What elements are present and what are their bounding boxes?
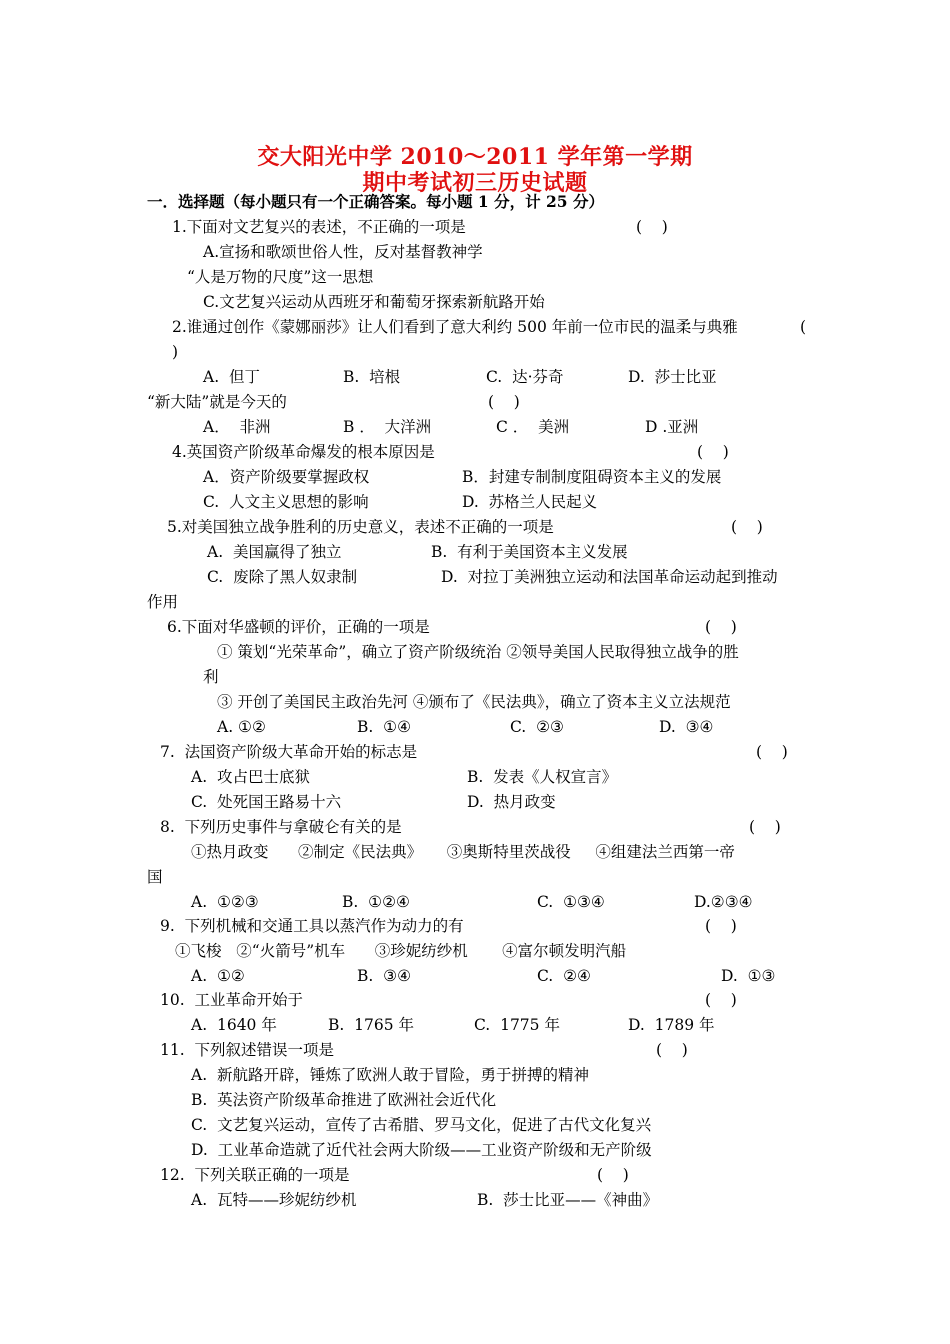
question-3-option-a: A． 非洲 — [203, 418, 271, 436]
question-1-option-a: A.宣扬和歌颂世俗人性，反对基督教神学 — [203, 243, 483, 261]
question-7-option-a: A. 攻占巴士底狱 — [191, 768, 310, 786]
question-8-stem: 8. 下列历史事件与拿破仑有关的是 — [160, 818, 402, 836]
question-6-item-1-continued: 利 — [203, 668, 219, 686]
question-8-option-b: B. ①②④ — [342, 893, 410, 911]
question-9-stem: 9. 下列机械和交通工具以蒸汽作为动力的有 — [160, 917, 464, 935]
question-6-option-b: B. ①④ — [357, 718, 411, 736]
question-2-stem: 2.谁通过创作《蒙娜丽莎》让人们看到了意大利约 500 年前一位市民的温柔与典雅 — [172, 318, 738, 336]
question-2-option-b: B. 培根 — [343, 368, 401, 386]
question-6-stem: 6.下面对华盛顿的评价，正确的一项是 — [167, 618, 430, 636]
question-7-stem: 7. 法国资产阶级大革命开始的标志是 — [160, 743, 418, 761]
question-6-item-1: ① 策划“光荣革命”，确立了资产阶级统治 ②领导美国人民取得独立战争的胜 — [217, 643, 739, 661]
question-10-answer-blank: ( ) — [705, 991, 737, 1009]
question-10-option-b: B. 1765 年 — [328, 1016, 415, 1034]
question-10-option-d: D. 1789 年 — [628, 1016, 715, 1034]
question-4-option-d: D. 苏格兰人民起义 — [462, 493, 598, 511]
question-10-option-a: A. 1640 年 — [191, 1016, 277, 1034]
question-9-option-a: A. ①② — [191, 967, 245, 985]
question-5-stem: 5.对美国独立战争胜利的历史意义，表述不正确的一项是 — [167, 518, 554, 536]
question-7-option-c: C. 处死国王路易十六 — [191, 793, 342, 811]
question-9-option-b: B. ③④ — [357, 967, 411, 985]
question-1-answer-blank: ( ) — [636, 218, 668, 236]
question-10-option-c: C. 1775 年 — [474, 1016, 560, 1034]
question-5-option-d-continued: 作用 — [147, 593, 179, 611]
question-3-option-c: C ． 美洲 — [496, 418, 570, 436]
question-7-option-b: B. 发表《人权宣言》 — [467, 768, 618, 786]
question-2-option-c: C. 达·芬奇 — [486, 368, 564, 386]
question-5-option-c: C. 废除了黑人奴隶制 — [207, 568, 358, 586]
question-5-option-b: B. 有利于美国资本主义发展 — [431, 543, 628, 561]
question-11-option-d: D. 工业革命造就了近代社会两大阶级——工业资产阶级和无产阶级 — [191, 1141, 652, 1159]
question-5-option-d: D. 对拉丁美洲独立运动和法国革命运动起到推动 — [441, 568, 778, 586]
question-12-stem: 12. 下列关联正确的一项是 — [160, 1166, 350, 1184]
question-5-option-a: A. 美国赢得了独立 — [207, 543, 342, 561]
question-7-answer-blank: ( ) — [756, 743, 788, 761]
question-3-option-b: B ． 大洋洲 — [343, 418, 432, 436]
question-3-option-d: D .亚洲 — [645, 418, 699, 436]
question-8-items: ①热月政变 ②制定《民法典》 ③奥斯特里茨战役 ④组建法兰西第一帝 — [191, 843, 735, 861]
question-9-answer-blank: ( ) — [705, 917, 737, 935]
question-11-option-a: A. 新航路开辟，锤炼了欧洲人敢于冒险，勇于拼搏的精神 — [191, 1066, 589, 1084]
question-5-answer-blank: ( ) — [731, 518, 763, 536]
question-11-option-c: C. 文艺复兴运动，宣传了古希腊、罗马文化，促进了古代文化复兴 — [191, 1116, 652, 1134]
question-8-items-continued: 国 — [147, 868, 163, 886]
question-1-option-c: C.文艺复兴运动从西班牙和葡萄牙探索新航路开始 — [203, 293, 545, 311]
question-11-option-b: B. 英法资产阶级革命推进了欧洲社会近代化 — [191, 1091, 497, 1109]
question-6-option-d: D. ③④ — [659, 718, 714, 736]
question-11-answer-blank: ( ) — [656, 1041, 688, 1059]
question-2-paren-open: ( — [800, 318, 807, 336]
question-9-items: ①飞梭 ②“火箭号”机车 ③珍妮纺纱机 ④富尔顿发明汽船 — [175, 942, 627, 960]
question-4-option-c: C. 人文主义思想的影响 — [203, 493, 369, 511]
question-12-option-a: A. 瓦特——珍妮纺纱机 — [191, 1191, 357, 1209]
question-3-stem: “新大陆”就是今天的 — [147, 393, 287, 411]
question-12-answer-blank: ( ) — [597, 1166, 629, 1184]
question-1-stem: 1.下面对文艺复兴的表述，不正确的一项是 — [172, 218, 466, 236]
question-4-option-a: A．资产阶级要掌握政权 — [203, 468, 370, 486]
question-8-answer-blank: ( ) — [749, 818, 781, 836]
question-6-answer-blank: ( ) — [705, 618, 737, 636]
question-6-item-2: ③ 开创了美国民主政治先河 ④颁布了《民法典》，确立了资本主义立法规范 — [217, 693, 731, 711]
question-4-answer-blank: ( ) — [697, 443, 729, 461]
question-2-option-a: A. 但丁 — [203, 368, 260, 386]
question-1-option-b: “人是万物的尺度”这一思想 — [187, 268, 374, 286]
question-3-answer-blank: ( ) — [488, 393, 520, 411]
question-8-option-c: C. ①③④ — [537, 893, 605, 911]
question-2-option-d: D. 莎士比亚 — [628, 368, 717, 386]
question-11-stem: 11. 下列叙述错误一项是 — [160, 1041, 335, 1059]
section-heading: 一．选择题（每小题只有一个正确答案。每小题 1 分，计 25 分） — [147, 192, 604, 211]
question-8-option-a: A. ①②③ — [191, 893, 259, 911]
question-8-option-d: D.②③④ — [694, 893, 753, 911]
exam-title-line2: 期中考试初三历史试题 — [362, 170, 588, 196]
question-4-option-b: B．封建专制制度阻碍资本主义的发展 — [462, 468, 722, 486]
question-12-option-b: B. 莎士比亚——《神曲》 — [477, 1191, 659, 1209]
question-9-option-c: C. ②④ — [537, 967, 591, 985]
question-4-stem: 4.英国资产阶级革命爆发的根本原因是 — [172, 443, 435, 461]
question-10-stem: 10. 工业革命开始于 — [160, 991, 304, 1009]
question-9-option-d: D. ①③ — [721, 967, 776, 985]
question-6-option-a: A. ①② — [217, 718, 266, 736]
exam-title-line1: 交大阳光中学 2010～2011 学年第一学期 — [257, 144, 693, 170]
question-7-option-d: D. 热月政变 — [467, 793, 556, 811]
question-6-option-c: C. ②③ — [510, 718, 564, 736]
question-2-paren-close: ) — [172, 343, 179, 361]
